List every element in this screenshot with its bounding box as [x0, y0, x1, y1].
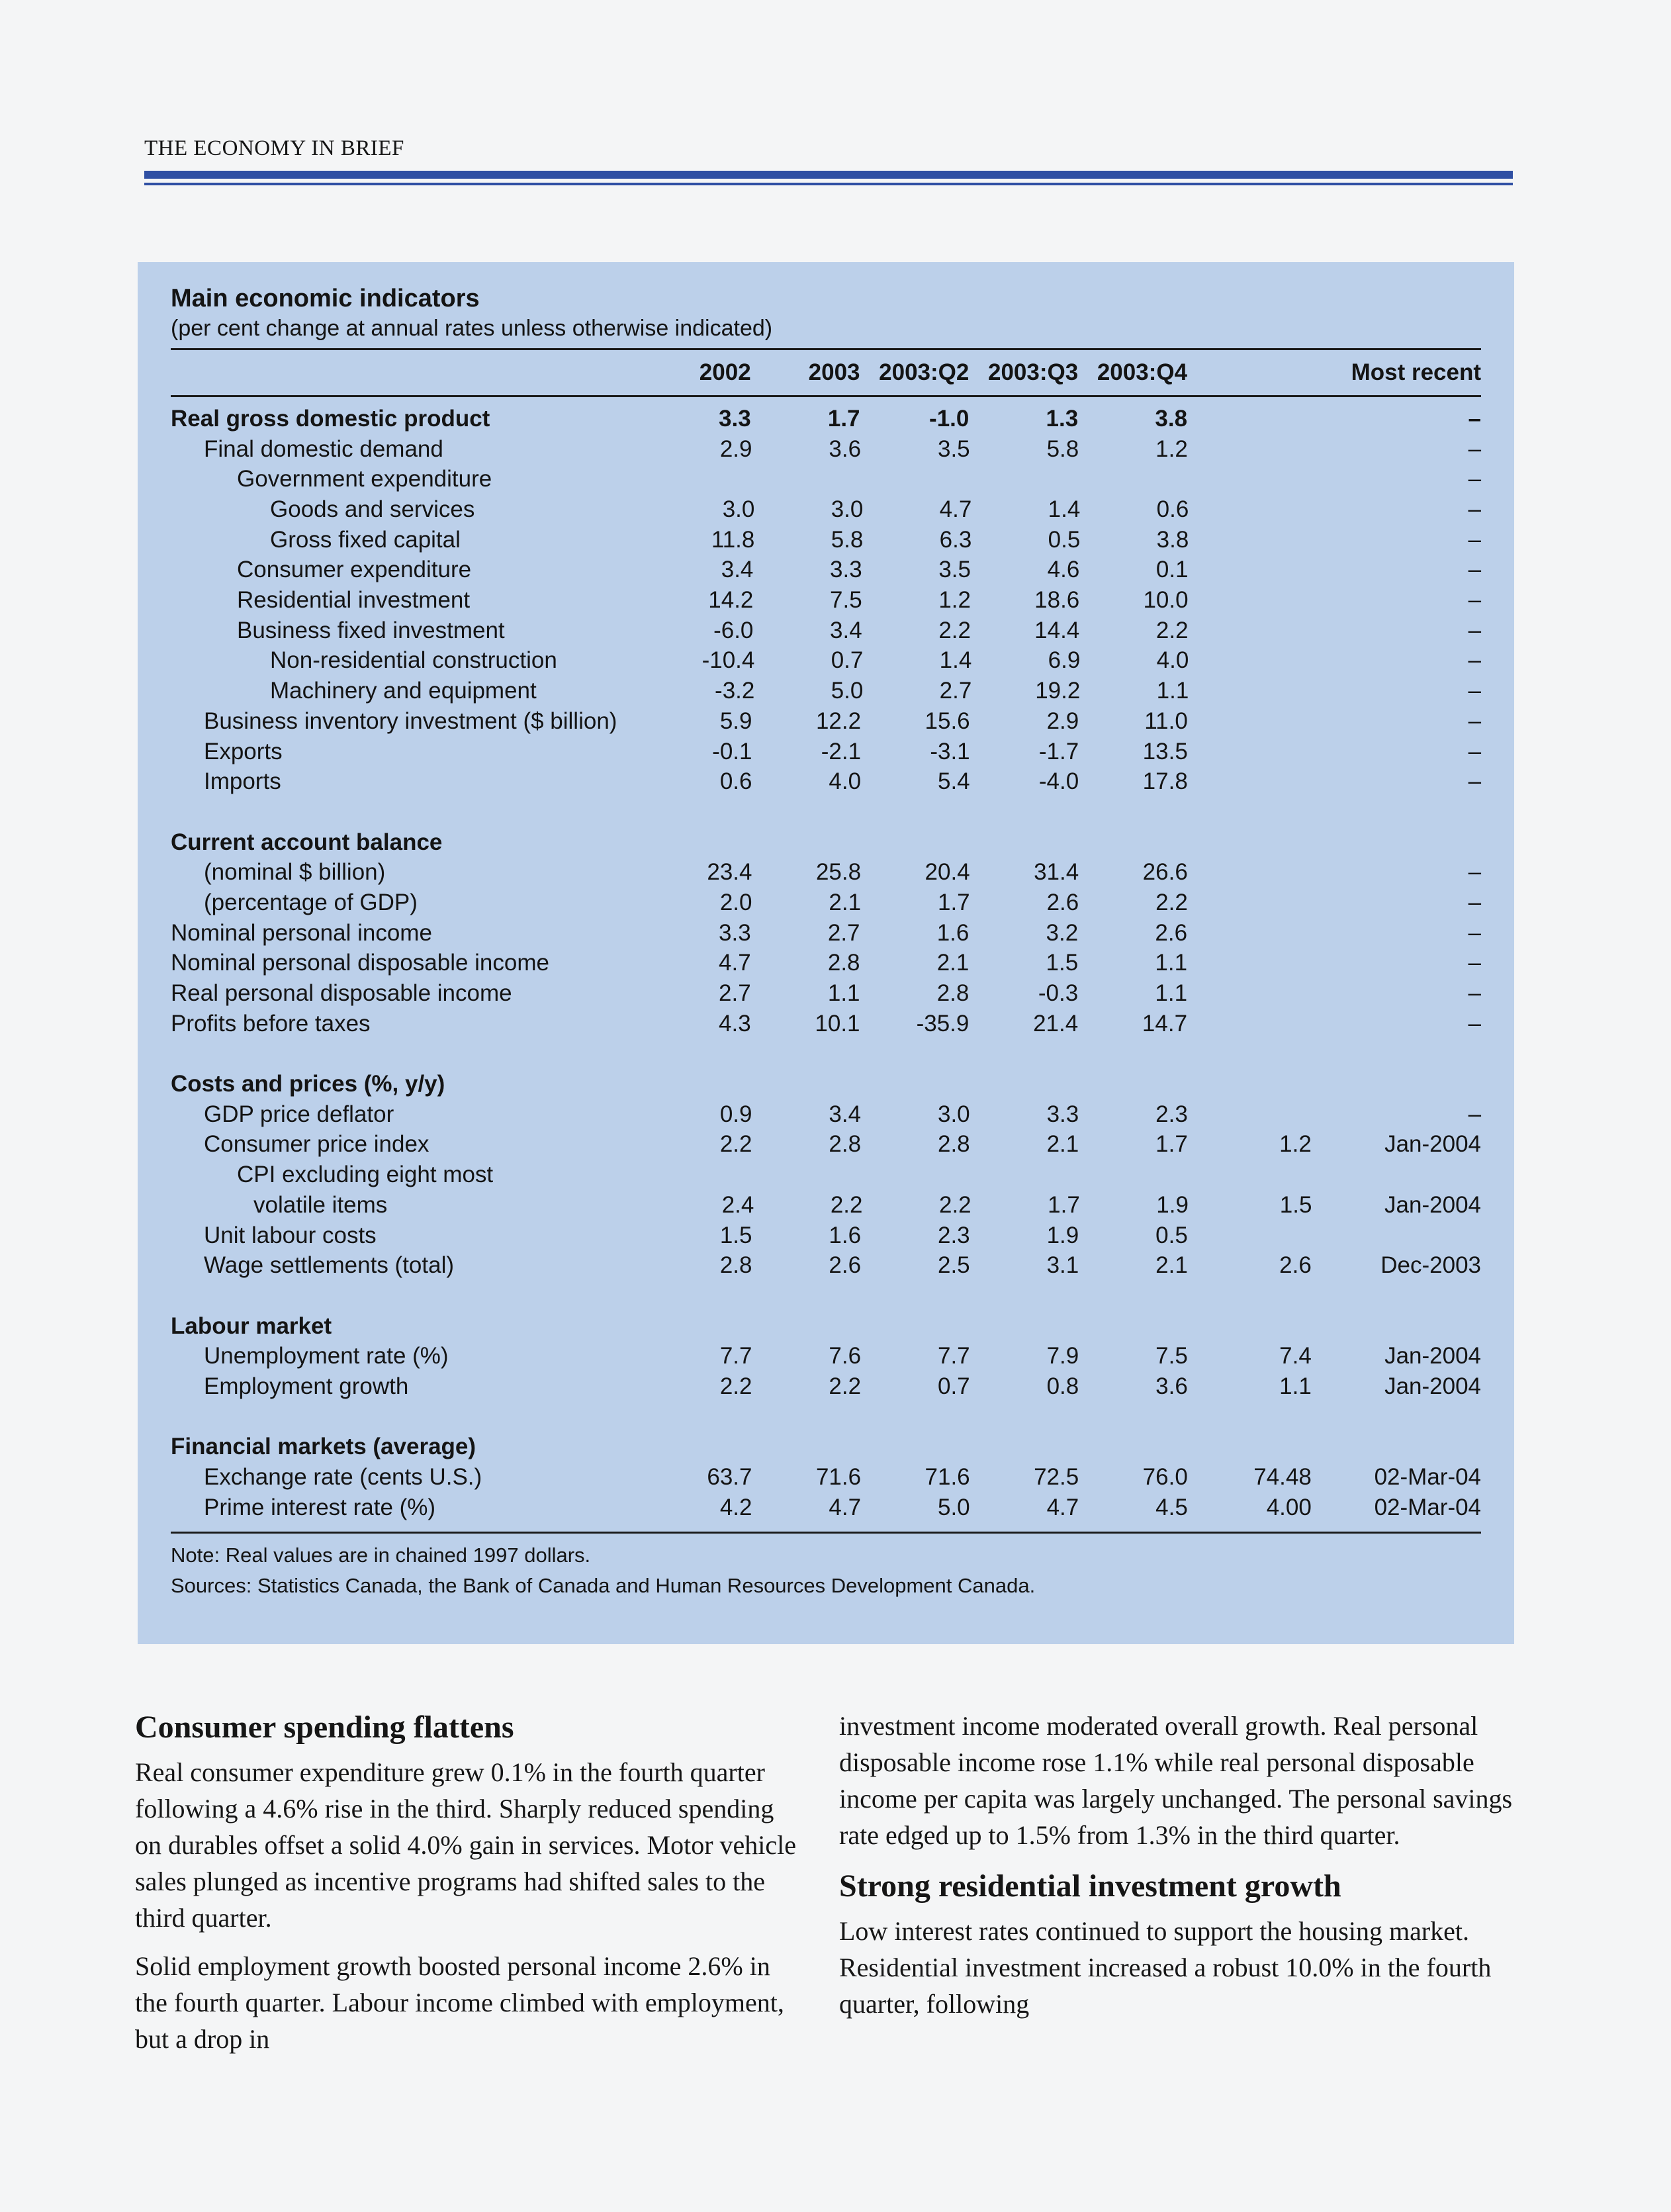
table-cell: 2.9	[719, 436, 752, 462]
table-cell: 11.0	[1144, 708, 1188, 734]
table-cell: 17.8	[1142, 768, 1188, 795]
table-cell: 3.6	[829, 436, 862, 462]
table-cell: 11.8	[711, 526, 755, 553]
table-cell: 2.6	[1046, 889, 1079, 915]
table-cell: 6.9	[1048, 647, 1081, 674]
most-recent-date: –	[1468, 526, 1481, 553]
table-cell: 2.1	[829, 889, 862, 915]
table-row	[171, 676, 1481, 706]
table-row	[171, 1009, 1481, 1039]
table-cell: 4.5	[1155, 1494, 1188, 1520]
table-cell: -3.2	[715, 678, 755, 704]
most-recent-date: –	[1468, 1101, 1482, 1127]
row-label: Machinery and equipment	[270, 678, 537, 704]
table-row	[171, 918, 1481, 948]
row-label: Prime interest rate (%)	[204, 1494, 436, 1520]
col-header: Most recent	[1351, 359, 1481, 385]
table-cell: 15.6	[925, 708, 970, 734]
most-recent-date: –	[1468, 496, 1481, 523]
row-label: Real personal disposable income	[171, 980, 512, 1007]
article-column-right	[839, 1708, 1514, 2034]
table-cell: 2.2	[830, 1191, 863, 1218]
indicators-table	[171, 283, 1481, 1601]
table-cell: 7.7	[719, 1343, 752, 1369]
most-recent-value: 1.5	[1279, 1191, 1312, 1218]
table-cell: 3.5	[938, 557, 971, 583]
table-cell: 19.2	[1035, 678, 1081, 704]
table-cell: 1.1	[827, 980, 860, 1007]
table-cell: 4.7	[1046, 1494, 1079, 1520]
row-label: Business inventory investment ($ billion)	[204, 708, 617, 734]
most-recent-date: Jan-2004	[1384, 1191, 1481, 1218]
table-cell: 7.5	[1155, 1343, 1188, 1369]
row-label: Profits before taxes	[171, 1010, 371, 1037]
table-body	[171, 404, 1481, 1522]
table-cell: 0.6	[1156, 496, 1189, 523]
row-label: Consumer expenditure	[237, 557, 472, 583]
table-row	[171, 766, 1481, 797]
paragraph: Low interest rates continued to support the housing market. Residential investment increased a robust 10.0% in the fourth quarter, following	[839, 1916, 1492, 2019]
row-spacer	[171, 1038, 1481, 1069]
table-cell: 25.8	[815, 859, 862, 886]
table-cell: 4.0	[829, 768, 862, 795]
most-recent-date: –	[1468, 950, 1481, 976]
table-cell: 3.6	[1155, 1373, 1188, 1399]
table-row	[171, 1160, 1481, 1190]
table-cell: 3.3	[830, 557, 862, 583]
most-recent-value: 4.00	[1266, 1494, 1312, 1520]
table-cell: 3.3	[1046, 1101, 1079, 1127]
table-cell: 10.0	[1143, 587, 1189, 614]
row-label: CPI excluding eight most	[237, 1162, 494, 1188]
table-cell: 2.0	[719, 889, 752, 915]
table-cell: 1.7	[1048, 1191, 1080, 1218]
table-cell: 0.7	[937, 1373, 970, 1399]
table-cell: 2.2	[938, 1191, 971, 1218]
table-cell: 31.4	[1034, 859, 1079, 886]
table-cell: 10.1	[815, 1010, 860, 1037]
col-header: 2003:Q3	[987, 359, 1079, 385]
section-row	[171, 404, 1481, 434]
row-label: Unemployment rate (%)	[204, 1343, 449, 1369]
table-cell: -2.1	[821, 738, 862, 764]
table-cell: 3.4	[830, 617, 862, 643]
table-cell: 21.4	[1033, 1010, 1079, 1037]
table-cell: 1.7	[827, 405, 860, 432]
table-cell: 1.2	[938, 587, 971, 614]
table-cell: 1.1	[1155, 950, 1188, 976]
table-cell: 14.7	[1142, 1010, 1188, 1037]
table-cell: -1.0	[929, 405, 970, 432]
table-cell: 2.9	[1046, 708, 1079, 734]
col-header: 2003:Q4	[1097, 359, 1188, 385]
table-cell: 76.0	[1142, 1464, 1188, 1491]
table-cell: 7.6	[829, 1343, 862, 1369]
header-rule	[144, 171, 1513, 179]
table-cell: 1.5	[719, 1222, 752, 1248]
table-cell: 2.1	[1046, 1131, 1079, 1158]
row-label: Employment growth	[204, 1373, 409, 1399]
section-row	[171, 1432, 1481, 1462]
row-label: Exports	[204, 738, 283, 764]
table-cell: 3.8	[1155, 405, 1188, 432]
most-recent-value: 74.48	[1253, 1464, 1312, 1491]
table-cell: 1.2	[1155, 436, 1188, 462]
row-label: volatile items	[253, 1191, 388, 1218]
table-cell: 3.3	[719, 919, 751, 946]
table-cell: -6.0	[713, 617, 754, 643]
table-cell: 72.5	[1034, 1464, 1079, 1491]
section-row	[171, 1069, 1481, 1099]
section-heading: Strong residential investment growth	[839, 1868, 1341, 1904]
paragraph: investment income moderated overall growth. Real personal disposable income rose 1.1% while real personal disposable income per capita was largely unchanged. The personal savings rate edged up to 1.5% from 1.3% in the third quarter.	[839, 1711, 1513, 1850]
section-row	[171, 827, 1481, 858]
table-cell: 4.6	[1047, 557, 1080, 583]
most-recent-date: Jan-2004	[1384, 1373, 1482, 1399]
row-spacer	[171, 1402, 1481, 1432]
table-cell: 4.2	[719, 1494, 752, 1520]
table-cell: 1.4	[939, 647, 972, 674]
row-label: Gross fixed capital	[270, 526, 461, 553]
row-label: Imports	[204, 768, 281, 795]
table-cell: 1.6	[829, 1222, 862, 1248]
table-cell: 3.4	[721, 557, 754, 583]
table-cell: 2.8	[936, 980, 970, 1007]
table-cell: 5.8	[831, 526, 864, 553]
most-recent-date: Jan-2004	[1384, 1131, 1482, 1158]
row-label: Financial markets (average)	[171, 1434, 476, 1460]
table-cell: 20.4	[925, 859, 970, 886]
table-cell: 4.0	[1156, 647, 1189, 674]
table-cell: 71.6	[815, 1464, 862, 1491]
most-recent-date: –	[1468, 919, 1481, 946]
table-cell: 2.6	[829, 1252, 862, 1279]
table-cell: 2.2	[1155, 889, 1188, 915]
table-cell: 14.2	[708, 587, 754, 614]
table-row	[171, 494, 1481, 525]
table-row	[171, 1371, 1481, 1402]
table-cell: 1.9	[1156, 1191, 1189, 1218]
section-heading: Consumer spending flattens	[135, 1710, 514, 1745]
running-head: THE ECONOMY IN BRIEF	[144, 136, 404, 160]
table-row	[171, 1130, 1481, 1160]
table-cell: 0.9	[719, 1101, 752, 1127]
table-cell: 5.8	[1046, 436, 1079, 462]
table-cell: 1.6	[936, 919, 970, 946]
row-label: Current account balance	[171, 829, 443, 855]
table-cell: 18.6	[1034, 587, 1080, 614]
table-cell: 0.6	[719, 768, 752, 795]
header-rule-thin	[144, 183, 1513, 185]
table-cell: 5.4	[937, 768, 970, 795]
most-recent-date: –	[1468, 1010, 1481, 1037]
table-cell: 7.7	[937, 1343, 970, 1369]
table-cell: -1.7	[1038, 738, 1079, 764]
table-row	[171, 737, 1481, 767]
col-header: 2003	[808, 359, 860, 385]
table-cell: 2.8	[827, 950, 860, 976]
table-cell: 71.6	[925, 1464, 970, 1491]
table-row	[171, 464, 1481, 494]
table-cell: 2.3	[1155, 1101, 1188, 1127]
row-label: Business fixed investment	[237, 617, 505, 643]
row-spacer	[171, 797, 1481, 827]
table-cell: 2.2	[1155, 617, 1189, 643]
table-cell: 2.8	[719, 1252, 752, 1279]
table-cell: 3.8	[1156, 526, 1189, 553]
most-recent-date: 02-Mar-04	[1374, 1494, 1482, 1520]
table-cell: 7.5	[830, 587, 862, 614]
table-cell: 2.2	[719, 1373, 752, 1399]
table-cell: 2.2	[719, 1131, 752, 1158]
table-subtitle: (per cent change at annual rates unless otherwise indicated)	[171, 316, 773, 341]
table-cell: -35.9	[916, 1010, 970, 1037]
most-recent-value: 1.2	[1279, 1131, 1312, 1158]
table-cell: -0.3	[1038, 980, 1079, 1007]
row-label: Goods and services	[270, 496, 475, 523]
row-label: Unit labour costs	[204, 1222, 377, 1248]
table-cell: 2.1	[936, 950, 970, 976]
table-cell: 3.0	[937, 1101, 970, 1127]
table-sources: Sources: Statistics Canada, the Bank of Canada and Human Resources Development Canada.	[171, 1574, 1036, 1598]
table-row	[171, 978, 1481, 1009]
table-cell: 0.8	[1046, 1373, 1079, 1399]
most-recent-date: 02-Mar-04	[1374, 1464, 1482, 1491]
table-cell: 13.5	[1142, 738, 1188, 764]
table-row	[171, 1341, 1481, 1371]
table-header-row	[171, 350, 1481, 395]
table-cell: 0.5	[1155, 1222, 1188, 1248]
table-cell: 2.8	[937, 1131, 970, 1158]
table-cell: 2.2	[829, 1373, 862, 1399]
table-cell: -3.1	[930, 738, 970, 764]
row-label: Nominal personal income	[171, 919, 432, 946]
table-cell: 1.1	[1155, 980, 1188, 1007]
table-cell: 26.6	[1142, 859, 1188, 886]
table-cell: 1.9	[1046, 1222, 1079, 1248]
paragraph: Solid employment growth boosted personal income 2.6% in the fourth quarter. Labour income climbed with employment, but a drop in	[135, 1951, 784, 2054]
table-row	[171, 1190, 1481, 1221]
section-row	[171, 1311, 1481, 1342]
table-row	[171, 616, 1481, 646]
table-row	[171, 1099, 1481, 1130]
table-cell: 2.5	[937, 1252, 970, 1279]
table-row	[171, 1250, 1481, 1281]
table-cell: 4.7	[829, 1494, 862, 1520]
table-cell: 2.7	[827, 919, 860, 946]
table-cell: 3.5	[937, 436, 970, 462]
table-row	[171, 646, 1481, 676]
table-cell: 1.5	[1046, 950, 1079, 976]
most-recent-date: –	[1468, 708, 1482, 734]
table-row	[171, 888, 1481, 918]
most-recent-date: –	[1468, 889, 1482, 915]
table-cell: 7.9	[1046, 1343, 1079, 1369]
paragraph: Real consumer expenditure grew 0.1% in the fourth quarter following a 4.6% rise in the third. Sharply reduced spending on durables offset a solid 4.0% gain in services. Motor vehicle sales plunged as incentive programs had shifted sales to the third quarter.	[135, 1757, 797, 1933]
table-cell: 0.7	[831, 647, 864, 674]
row-label: Non-residential construction	[270, 647, 557, 674]
most-recent-date: –	[1468, 678, 1481, 704]
table-cell: 5.9	[719, 708, 752, 734]
row-label: Nominal personal disposable income	[171, 950, 549, 976]
table-cell: 3.0	[722, 496, 755, 523]
table-note: Note: Real values are in chained 1997 dollars.	[171, 1544, 591, 1567]
table-cell: 3.2	[1046, 919, 1079, 946]
most-recent-value: 2.6	[1279, 1252, 1312, 1279]
table-row	[171, 1221, 1481, 1251]
table-bottom-rule	[171, 1532, 1481, 1534]
row-label: Labour market	[171, 1313, 332, 1339]
most-recent-date: –	[1468, 768, 1482, 795]
table-cell: 0.1	[1155, 557, 1189, 583]
table-cell: 63.7	[707, 1464, 752, 1491]
table-cell: 2.7	[939, 678, 972, 704]
most-recent-date: –	[1468, 436, 1482, 462]
table-cell: 4.7	[939, 496, 972, 523]
most-recent-date: Jan-2004	[1384, 1343, 1482, 1369]
table-row	[171, 434, 1481, 465]
most-recent-value: 7.4	[1279, 1343, 1312, 1369]
row-label: Final domestic demand	[204, 436, 443, 462]
table-cell: 3.3	[719, 405, 751, 432]
most-recent-date: –	[1468, 738, 1482, 764]
row-label: Government expenditure	[237, 466, 492, 492]
table-row	[171, 1462, 1481, 1493]
table-cell: 5.0	[937, 1494, 970, 1520]
table-cell: -10.4	[701, 647, 755, 674]
most-recent-value: 1.1	[1279, 1373, 1312, 1399]
row-label: Costs and prices (%, y/y)	[171, 1071, 445, 1097]
table-cell: 1.7	[1155, 1131, 1188, 1158]
row-label: Residential investment	[237, 587, 471, 614]
table-row	[171, 706, 1481, 737]
row-label: Wage settlements (total)	[204, 1252, 455, 1279]
table-cell: 1.3	[1046, 405, 1079, 432]
most-recent-date: –	[1468, 980, 1481, 1007]
table-cell: 2.3	[937, 1222, 970, 1248]
most-recent-date: –	[1468, 617, 1482, 643]
row-label: GDP price deflator	[204, 1101, 394, 1127]
table-row	[171, 948, 1481, 978]
table-cell: 23.4	[707, 859, 752, 886]
table-cell: -0.1	[712, 738, 752, 764]
most-recent-date: –	[1468, 557, 1482, 583]
table-title: Main economic indicators	[171, 285, 480, 312]
row-label: Consumer price index	[204, 1131, 429, 1158]
table-cell: 6.3	[939, 526, 972, 553]
table-row	[171, 525, 1481, 555]
table-row	[171, 585, 1481, 616]
most-recent-date: Dec-2003	[1380, 1252, 1482, 1279]
most-recent-date: –	[1468, 587, 1482, 614]
table-cell: 1.7	[937, 889, 970, 915]
most-recent-date: –	[1468, 647, 1481, 674]
row-label: (nominal $ billion)	[204, 859, 386, 886]
table-cell: 2.6	[1155, 919, 1188, 946]
table-row	[171, 857, 1481, 888]
table-cell: 2.2	[938, 617, 971, 643]
article-column-left	[135, 1708, 797, 2069]
table-cell: 4.7	[719, 950, 751, 976]
table-cell: 2.7	[719, 980, 751, 1007]
table-cell: 0.5	[1048, 526, 1081, 553]
table-row	[171, 1493, 1481, 1523]
table-row	[171, 555, 1481, 585]
table-cell: 3.4	[829, 1101, 862, 1127]
table-cell: 12.2	[815, 708, 862, 734]
col-header: 2002	[699, 359, 751, 385]
row-label: Exchange rate (cents U.S.)	[204, 1464, 482, 1491]
table-cell: 4.3	[719, 1010, 751, 1037]
most-recent-date: –	[1468, 405, 1481, 432]
most-recent-date: –	[1468, 466, 1482, 492]
row-label: Real gross domestic product	[171, 405, 490, 432]
table-cell: 1.1	[1156, 678, 1189, 704]
table-cell: 5.0	[831, 678, 864, 704]
row-label: (percentage of GDP)	[204, 889, 418, 915]
table-cell: 2.4	[721, 1191, 754, 1218]
row-spacer	[171, 1281, 1481, 1311]
col-header: 2003:Q2	[879, 359, 970, 385]
table-header-rule	[171, 395, 1481, 397]
most-recent-date: –	[1468, 859, 1482, 886]
table-cell: 1.4	[1048, 496, 1081, 523]
table-cell: 2.1	[1155, 1252, 1188, 1279]
table-cell: 14.4	[1034, 617, 1080, 643]
table-cell: -4.0	[1038, 768, 1079, 795]
table-cell: 3.1	[1046, 1252, 1079, 1279]
table-cell: 3.0	[831, 496, 864, 523]
table-cell: 2.8	[829, 1131, 862, 1158]
